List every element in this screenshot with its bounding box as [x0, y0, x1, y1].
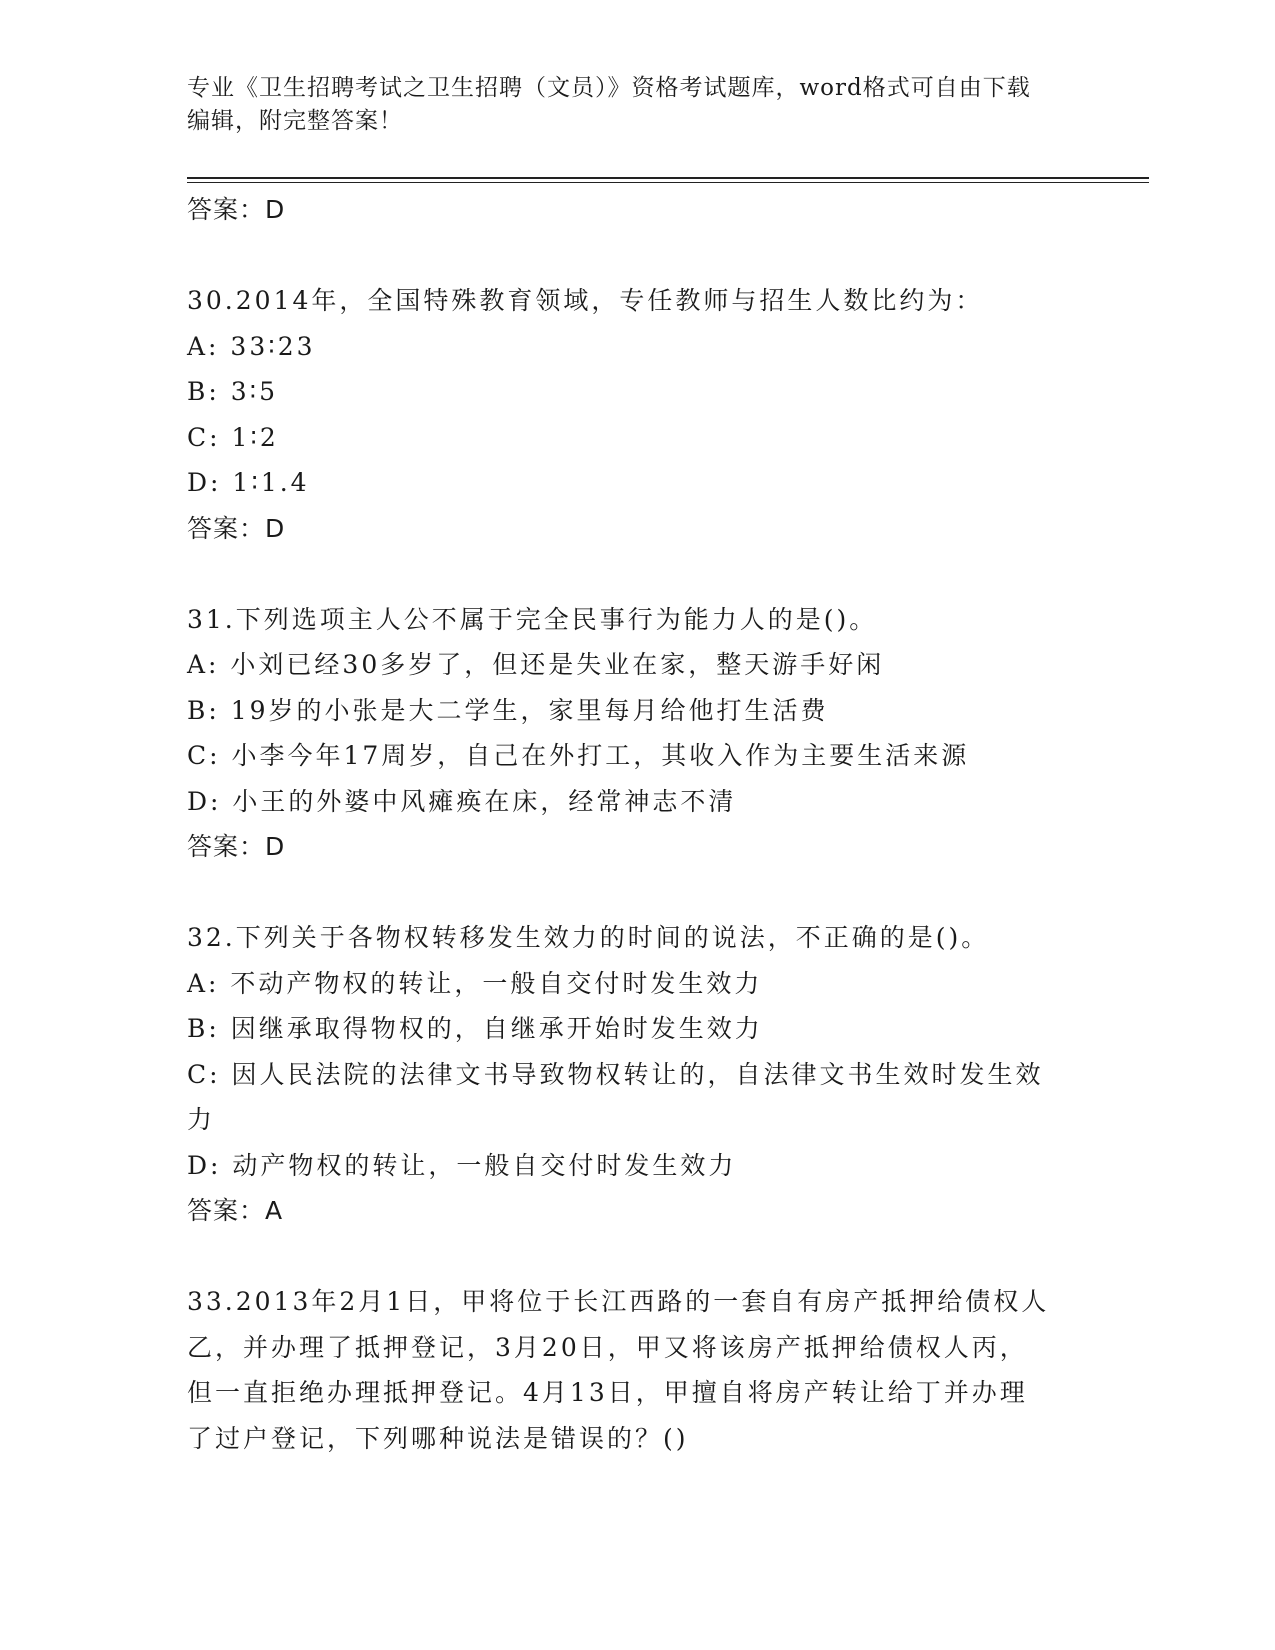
option-b: B: 因继承取得物权的，自继承开始时发生效力	[187, 1014, 763, 1043]
header-line-2: 编辑，附完整答案！	[187, 108, 403, 134]
answer-line: 答案：D	[187, 195, 286, 224]
option-a: A: 33∶23	[187, 331, 316, 361]
option-a: A: 不动产物权的转让，一般自交付时发生效力	[187, 968, 763, 998]
option-a: A: 小刘已经30多岁了，但还是失业在家，整天游手好闲	[187, 650, 885, 679]
document-header	[187, 72, 1087, 138]
question-stem-line-1: 33.2013年2月1日，甲将位于长江西路的一套自有房产抵押给债权人	[187, 1287, 1050, 1316]
spacer	[187, 870, 1087, 916]
question-30	[187, 278, 1087, 551]
option-b: B: 19岁的小张是大二学生，家里每月给他打生活费	[187, 695, 829, 725]
spacer	[187, 233, 1087, 279]
header-line-1: 专业《卫生招聘考试之卫生招聘（文员）》资格考试题库，word格式可自由下载	[187, 75, 1031, 101]
question-33	[187, 1279, 1087, 1461]
option-c-continued: 力	[187, 1105, 216, 1134]
option-d: D: 动产物权的转让，一般自交付时发生效力	[187, 1150, 737, 1180]
answer-line: 答案：A	[187, 1196, 284, 1225]
question-stem: 31.下列选项主人公不属于完全民事行为能力人的是()。	[187, 604, 878, 634]
question-list	[187, 187, 1087, 1461]
option-d: D: 1∶1.4	[187, 468, 310, 497]
option-c: C: 1∶2	[187, 422, 279, 452]
answer-line: 答案：D	[187, 832, 286, 861]
question-stem-line-3: 但一直拒绝办理抵押登记。4月13日，甲擅自将房产转让给丁并办理	[187, 1378, 1028, 1407]
question-31	[187, 597, 1087, 870]
question-stem: 32.下列关于各物权转移发生效力的时间的说法，不正确的是()。	[187, 923, 990, 952]
option-c: C: 因人民法院的法律文书导致物权转让的，自法律文书生效时发生效	[187, 1059, 1044, 1089]
header-divider-thick	[187, 177, 1149, 179]
spacer	[187, 1234, 1087, 1280]
option-c: C: 小李今年17周岁，自己在外打工，其收入作为主要生活来源	[187, 741, 970, 770]
option-d: D: 小王的外婆中风瘫痪在床，经常神志不清	[187, 786, 737, 816]
answer-line: 答案：D	[187, 513, 286, 543]
question-stem-line-4: 了过户登记，下列哪种说法是错误的？()	[187, 1423, 689, 1453]
spacer	[187, 551, 1087, 597]
question-32	[187, 915, 1087, 1234]
option-b: B: 3∶5	[187, 377, 279, 406]
question-stem: 30.2014年，全国特殊教育领域，专任教师与招生人数比约为：	[187, 286, 984, 315]
header-divider-thin	[187, 182, 1149, 183]
question-stem-line-2: 乙，并办理了抵押登记，3月20日，甲又将该房产抵押给债权人丙，	[187, 1332, 1028, 1362]
